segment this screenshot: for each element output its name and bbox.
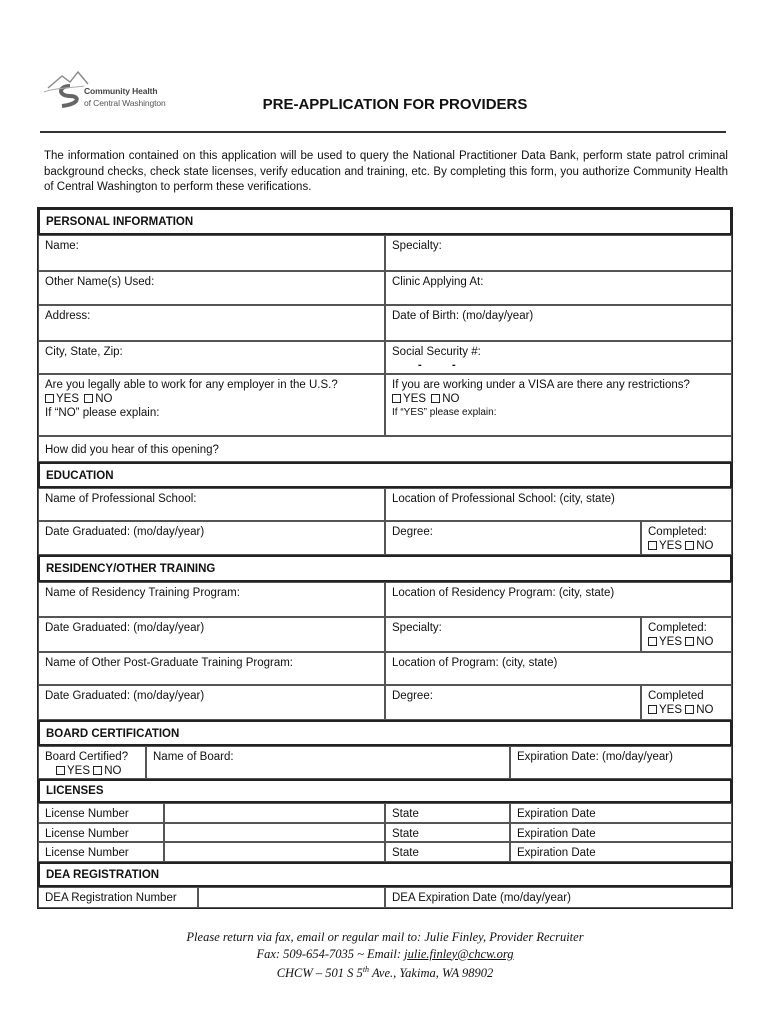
- ssn-separator-2: -: [452, 359, 456, 371]
- clinic-label: Clinic Applying At:: [392, 276, 484, 288]
- residency-program-field[interactable]: [38, 582, 385, 617]
- board-no-label: NO: [104, 765, 122, 777]
- other-grad-date-field[interactable]: [38, 685, 385, 720]
- license-number-input-2[interactable]: [164, 823, 385, 842]
- footer-fax: Fax: 509-654-7035 ~ Email:: [256, 946, 405, 961]
- email-link[interactable]: julie.finley@chcw.org: [404, 946, 514, 961]
- education-completed-field: [641, 521, 732, 555]
- board-expiration-label: Expiration Date: (mo/day/year): [517, 751, 673, 763]
- education-grad-date-field[interactable]: [38, 521, 385, 555]
- residency-location-field[interactable]: [385, 582, 732, 617]
- other-program-location-label: Location of Program: (city, state): [392, 657, 558, 669]
- footer-address-sup: th: [362, 965, 370, 974]
- board-yes-checkbox[interactable]: [56, 766, 65, 775]
- residency-grad-date-field[interactable]: [38, 617, 385, 652]
- school-label: Name of Professional School:: [45, 493, 197, 505]
- license-number-input-3[interactable]: [164, 842, 385, 862]
- license-expiration-label-3: Expiration Date: [517, 847, 596, 859]
- residency-completed-yes-checkbox[interactable]: [648, 637, 657, 646]
- footer-line-2: [0, 946, 770, 963]
- license-state-field-1[interactable]: [385, 803, 510, 823]
- other-completed-yes-label: YES: [659, 704, 683, 716]
- ssn-separator-1: -: [418, 359, 422, 371]
- license-state-field-2[interactable]: [385, 823, 510, 842]
- license-number-label-3: License Number: [38, 842, 164, 862]
- visa-yes-checkbox[interactable]: [392, 394, 401, 403]
- residency-grad-label: Date Graduated: (mo/day/year): [45, 622, 205, 634]
- board-name-label: Name of Board:: [153, 751, 234, 763]
- other-completed-field: [641, 685, 732, 720]
- board-certified-label: Board Certified?: [45, 751, 129, 763]
- visa-yes-label: YES: [403, 393, 427, 405]
- education-grad-label: Date Graduated: (mo/day/year): [45, 526, 205, 538]
- other-completed-yes-checkbox[interactable]: [648, 705, 657, 714]
- work-yes-checkbox[interactable]: [45, 394, 54, 403]
- residency-completed-no-checkbox[interactable]: [685, 637, 694, 646]
- school-name-field[interactable]: [38, 488, 385, 521]
- other-program-label: Name of Other Post-Graduate Training Program:: [45, 657, 293, 669]
- residency-completed-field: [641, 617, 732, 652]
- dea-number-input[interactable]: [198, 887, 385, 908]
- specialty-label: Specialty:: [392, 240, 442, 252]
- address-label: Address:: [45, 310, 91, 322]
- license-state-label-2: State: [392, 828, 419, 840]
- residency-completed-yes-label: YES: [659, 636, 683, 648]
- other-completed-no-checkbox[interactable]: [685, 705, 694, 714]
- school-location-field[interactable]: [385, 488, 732, 521]
- footer-line-3: [0, 962, 770, 982]
- license-state-field-3[interactable]: [385, 842, 510, 862]
- other-names-field[interactable]: [38, 271, 385, 305]
- address-field[interactable]: [38, 305, 385, 341]
- section-header-board: BOARD CERTIFICATION: [38, 720, 732, 746]
- visa-restrictions-field: [385, 374, 732, 436]
- footer-address-pre: CHCW – 501 S 5: [276, 966, 363, 981]
- visa-no-label: NO: [442, 393, 460, 405]
- other-names-label: Other Name(s) Used:: [45, 276, 155, 288]
- license-number-input-1[interactable]: [164, 803, 385, 823]
- board-yes-label: YES: [67, 765, 91, 777]
- other-degree-field[interactable]: [385, 685, 641, 720]
- ssn-label: Social Security #:: [392, 346, 481, 358]
- other-degree-label: Degree:: [392, 690, 433, 702]
- license-number-label-2: License Number: [38, 823, 164, 842]
- education-completed-no-checkbox[interactable]: [685, 541, 694, 550]
- clinic-field[interactable]: [385, 271, 732, 305]
- return-instructions: [0, 929, 770, 982]
- license-expiration-field-1[interactable]: [510, 803, 732, 823]
- dob-field[interactable]: [385, 305, 732, 341]
- other-completed-label: Completed: [648, 690, 704, 702]
- school-location-label: Location of Professional School: (city, state): [392, 493, 615, 505]
- work-eligibility-field: [38, 374, 385, 436]
- dob-label: Date of Birth: (mo/day/year): [392, 310, 534, 322]
- city-state-zip-field[interactable]: [38, 341, 385, 374]
- education-completed-label: Completed:: [648, 526, 707, 538]
- board-certified-field: [38, 746, 146, 779]
- education-completed-no-label: NO: [696, 540, 714, 552]
- residency-completed-no-label: NO: [696, 636, 714, 648]
- visa-explain-label: If “YES” please explain:: [392, 407, 497, 418]
- other-grad-label: Date Graduated: (mo/day/year): [45, 690, 205, 702]
- education-degree-label: Degree:: [392, 526, 433, 538]
- name-field[interactable]: [38, 235, 385, 271]
- city-label: City, State, Zip:: [45, 346, 123, 358]
- dea-expiration-label: DEA Expiration Date (mo/day/year): [392, 892, 571, 904]
- board-expiration-field[interactable]: [510, 746, 732, 779]
- logo-text-line1: Community Health: [84, 86, 158, 96]
- license-expiration-label-1: Expiration Date: [517, 808, 596, 820]
- section-header-residency: RESIDENCY/OTHER TRAINING: [38, 555, 732, 582]
- license-expiration-field-2[interactable]: [510, 823, 732, 842]
- residency-program-label: Name of Residency Training Program:: [45, 587, 240, 599]
- education-completed-yes-checkbox[interactable]: [648, 541, 657, 550]
- application-form: [37, 207, 733, 909]
- name-label: Name:: [45, 240, 79, 252]
- work-yes-label: YES: [56, 393, 80, 405]
- license-state-label-3: State: [392, 847, 419, 859]
- section-header-dea: DEA REGISTRATION: [38, 862, 732, 887]
- work-explain-label: If “NO” please explain:: [45, 407, 160, 419]
- other-program-location-field[interactable]: [385, 652, 732, 685]
- ssn-field[interactable]: [385, 341, 732, 374]
- specialty-field[interactable]: [385, 235, 732, 271]
- visa-question: If you are working under a VISA are there any restrictions?: [392, 379, 690, 391]
- education-completed-yes-label: YES: [659, 540, 683, 552]
- intro-paragraph: The information contained on this application will be used to query the National Practitioner Data Bank, perform state patrol criminal background checks, check state licenses, verify education and training, etc. By completing this form, you authorize Community Health of Central Washington to perform these verifications.: [44, 150, 728, 193]
- residency-location-label: Location of Residency Program: (city, state): [392, 587, 615, 599]
- license-state-label-1: State: [392, 808, 419, 820]
- dea-number-label: DEA Registration Number: [38, 887, 198, 908]
- board-no-checkbox[interactable]: [93, 766, 102, 775]
- other-program-field[interactable]: [38, 652, 385, 685]
- footer-address-post: Ave., Yakima, WA 98902: [369, 966, 494, 981]
- license-expiration-label-2: Expiration Date: [517, 828, 596, 840]
- education-degree-field[interactable]: [385, 521, 641, 555]
- footer-line-1: Please return via fax, email or regular mail to: Julie Finley, Provider Recruiter: [186, 930, 584, 944]
- section-header-personal: PERSONAL INFORMATION: [38, 208, 732, 235]
- work-no-checkbox[interactable]: [84, 394, 93, 403]
- license-expiration-field-3[interactable]: [510, 842, 732, 862]
- dea-expiration-field[interactable]: [385, 887, 732, 908]
- hear-label: How did you hear of this opening?: [45, 444, 219, 456]
- license-number-label-1: License Number: [38, 803, 164, 823]
- residency-completed-label: Completed:: [648, 622, 707, 634]
- residency-specialty-label: Specialty:: [392, 622, 442, 634]
- hear-of-opening-field[interactable]: [38, 436, 732, 462]
- work-no-label: NO: [95, 393, 113, 405]
- page-title: PRE-APPLICATION FOR PROVIDERS: [262, 96, 528, 113]
- work-question: Are you legally able to work for any employer in the U.S.?: [45, 379, 338, 391]
- section-header-licenses: LICENSES: [38, 779, 732, 803]
- logo-text-line2: of Central Washington: [84, 98, 166, 108]
- title-divider: [40, 131, 726, 133]
- board-name-field[interactable]: [146, 746, 510, 779]
- other-completed-no-label: NO: [696, 704, 714, 716]
- visa-no-checkbox[interactable]: [431, 394, 440, 403]
- section-header-education: EDUCATION: [38, 462, 732, 488]
- residency-specialty-field[interactable]: [385, 617, 641, 652]
